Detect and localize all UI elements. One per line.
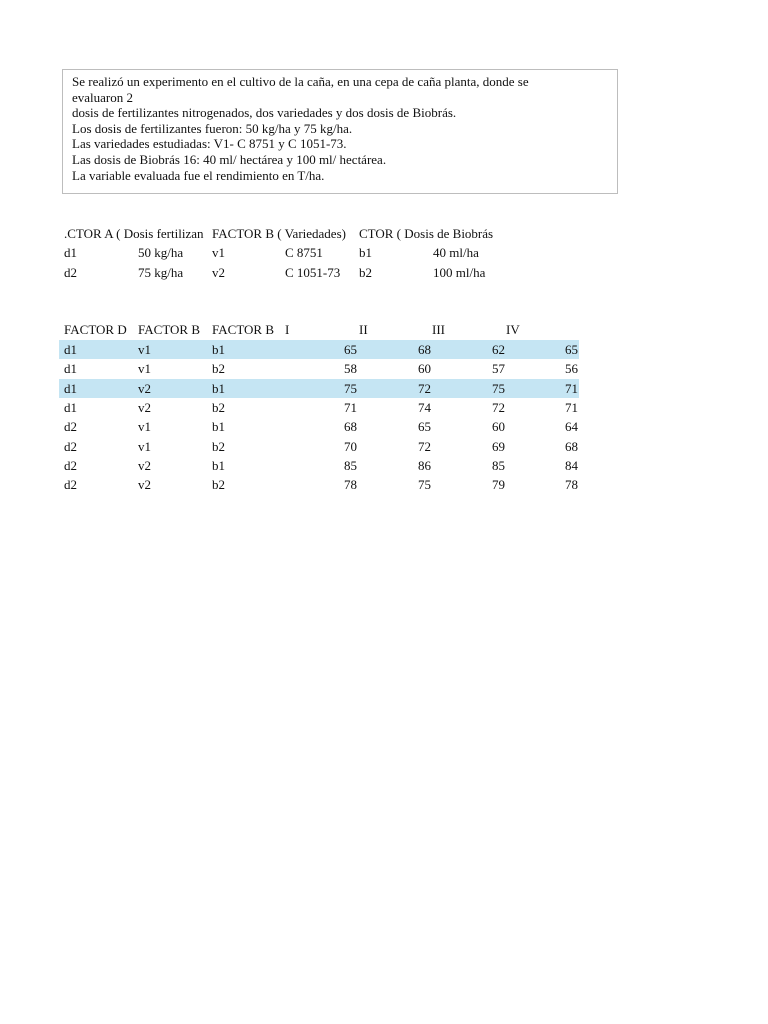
yield-value-cell: 70 [344, 438, 357, 454]
factor-cell: C 1051-73 [285, 264, 341, 280]
factor-cell: 100 ml/ha [433, 264, 486, 280]
factor-level-cell: d2 [64, 457, 77, 473]
factor-cell: b1 [359, 245, 372, 260]
factor-level-cell: b1 [212, 419, 225, 435]
column-header: III [432, 322, 445, 337]
factor-level-cell: b1 [212, 380, 225, 396]
factor-cell: 40 ml/ha [433, 245, 479, 260]
factor-cell: d1 [64, 245, 77, 260]
factor-level-cell: v2 [138, 477, 151, 493]
yield-value-cell: 72 [418, 438, 431, 454]
yield-value-cell: 84 [565, 457, 578, 473]
yield-value-cell: 62 [492, 342, 505, 357]
factor-level-cell: v1 [138, 438, 151, 454]
factor-level-cell: b1 [212, 457, 225, 473]
factor-level-cell: d2 [64, 438, 77, 454]
column-header: IV [506, 322, 520, 337]
yield-value-cell: 68 [344, 419, 357, 435]
description-line: Las variedades estudiadas: V1- C 8751 y C 1051-73. [72, 136, 347, 152]
yield-value-cell: 72 [418, 380, 431, 396]
factor-level-cell: d1 [64, 361, 77, 377]
description-line: evaluaron 2 [72, 89, 134, 105]
factor-cell: b2 [359, 264, 372, 280]
factor-level-cell: d2 [64, 477, 77, 493]
yield-value-cell: 57 [492, 361, 505, 377]
yield-value-cell: 72 [492, 399, 505, 415]
factor-cell: d2 [64, 264, 77, 280]
description-textbox [62, 69, 618, 194]
yield-value-cell: 85 [492, 457, 505, 473]
yield-value-cell: 78 [565, 477, 578, 493]
yield-value-cell: 78 [344, 477, 357, 493]
column-header: FACTOR B [138, 322, 201, 337]
description-line: Los dosis de fertilizantes fueron: 50 kg/ha y 75 kg/ha. [72, 120, 353, 136]
column-header: II [359, 322, 368, 337]
yield-value-cell: 74 [418, 399, 431, 415]
factor-level-cell: d2 [64, 419, 77, 435]
yield-value-cell: 65 [344, 342, 357, 357]
factor-level-cell: b2 [212, 477, 225, 493]
factor-level-cell: b1 [212, 342, 225, 357]
yield-value-cell: 86 [418, 457, 431, 473]
factor-c-header: CTOR ( Dosis de Biobrás [359, 226, 494, 241]
factor-b-header: FACTOR B ( Variedades) [212, 226, 346, 241]
factor-cell: v1 [212, 245, 225, 260]
factor-level-cell: d1 [64, 380, 77, 396]
yield-value-cell: 60 [418, 361, 431, 377]
yield-value-cell: 71 [344, 399, 357, 415]
column-header: FACTOR B [212, 322, 275, 337]
yield-value-cell: 68 [565, 438, 578, 454]
factor-level-cell: v2 [138, 380, 151, 396]
factor-cell: C 8751 [285, 245, 323, 260]
factor-level-cell: d1 [64, 399, 77, 415]
factor-cell: 50 kg/ha [138, 245, 184, 260]
yield-value-cell: 79 [492, 477, 505, 493]
yield-value-cell: 85 [344, 457, 357, 473]
yield-value-cell: 71 [565, 399, 578, 415]
description-line: dosis de fertilizantes nitrogenados, dos variedades y dos dosis de Biobrás. [72, 105, 457, 121]
yield-value-cell: 56 [565, 361, 578, 377]
factor-level-cell: v2 [138, 457, 151, 473]
yield-value-cell: 69 [492, 438, 505, 454]
description-line: La variable evaluada fue el rendimiento en T/ha. [72, 167, 325, 183]
yield-value-cell: 65 [418, 419, 431, 435]
factor-cell: v2 [212, 264, 225, 280]
yield-value-cell: 75 [344, 380, 357, 396]
yield-value-cell: 71 [565, 380, 578, 396]
factor-level-cell: v1 [138, 342, 151, 357]
yield-value-cell: 75 [492, 380, 505, 396]
factor-level-cell: v2 [138, 399, 151, 415]
factor-level-cell: v1 [138, 419, 151, 435]
column-header: I [285, 322, 290, 337]
factor-a-header: .CTOR A ( Dosis fertilizan [64, 226, 204, 241]
factor-level-cell: b2 [212, 399, 225, 415]
yield-value-cell: 60 [492, 419, 505, 435]
factor-level-cell: b2 [212, 438, 225, 454]
yield-value-cell: 64 [565, 419, 578, 435]
factor-level-cell: b2 [212, 361, 225, 377]
factor-cell: 75 kg/ha [138, 264, 184, 280]
yield-value-cell: 58 [344, 361, 357, 377]
column-header: FACTOR D [64, 322, 127, 337]
yield-value-cell: 65 [565, 342, 578, 357]
factor-level-cell: v1 [138, 361, 151, 377]
description-line: Las dosis de Biobrás 16: 40 ml/ hectárea y 100 ml/ hectárea. [72, 151, 387, 167]
yield-value-cell: 75 [418, 477, 431, 493]
factor-level-cell: d1 [64, 342, 77, 357]
yield-value-cell: 68 [418, 342, 431, 357]
description-line: Se realizó un experimento en el cultivo de la caña, en una cepa de caña planta, donde se [72, 74, 529, 89]
